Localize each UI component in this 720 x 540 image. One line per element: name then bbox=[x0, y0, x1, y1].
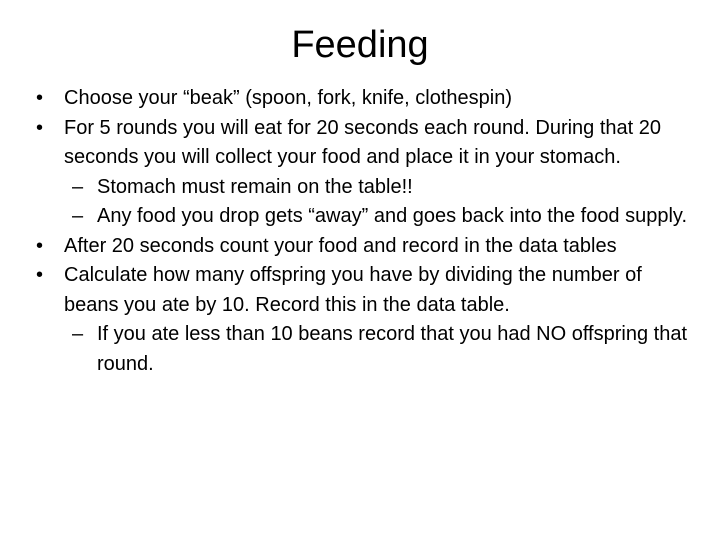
bullet-count-food: • After 20 seconds count your food and record in the data tables bbox=[36, 232, 696, 262]
sub-bullet-dropped-food: – Any food you drop gets “away” and goes back into the food supply. bbox=[36, 202, 696, 232]
sub-bullet-stomach-table: – Stomach must remain on the table!! bbox=[36, 173, 696, 203]
bullet-calculate-offspring: • Calculate how many offspring you have by dividing the number of beans you ate by 10. Record this in the data table. bbox=[36, 261, 696, 320]
bullet-rounds: • For 5 rounds you will eat for 20 seconds each round. During that 20 seconds you will collect your food and place it in your stomach. bbox=[36, 114, 696, 173]
slide-content bbox=[36, 84, 696, 379]
sub-bullet-no-offspring: – If you ate less than 10 beans record that you had NO offspring that round. bbox=[36, 320, 696, 379]
slide-title: Feeding bbox=[291, 24, 429, 66]
bullet-choose-beak: • Choose your “beak” (spoon, fork, knife, clothespin) bbox=[36, 84, 696, 114]
